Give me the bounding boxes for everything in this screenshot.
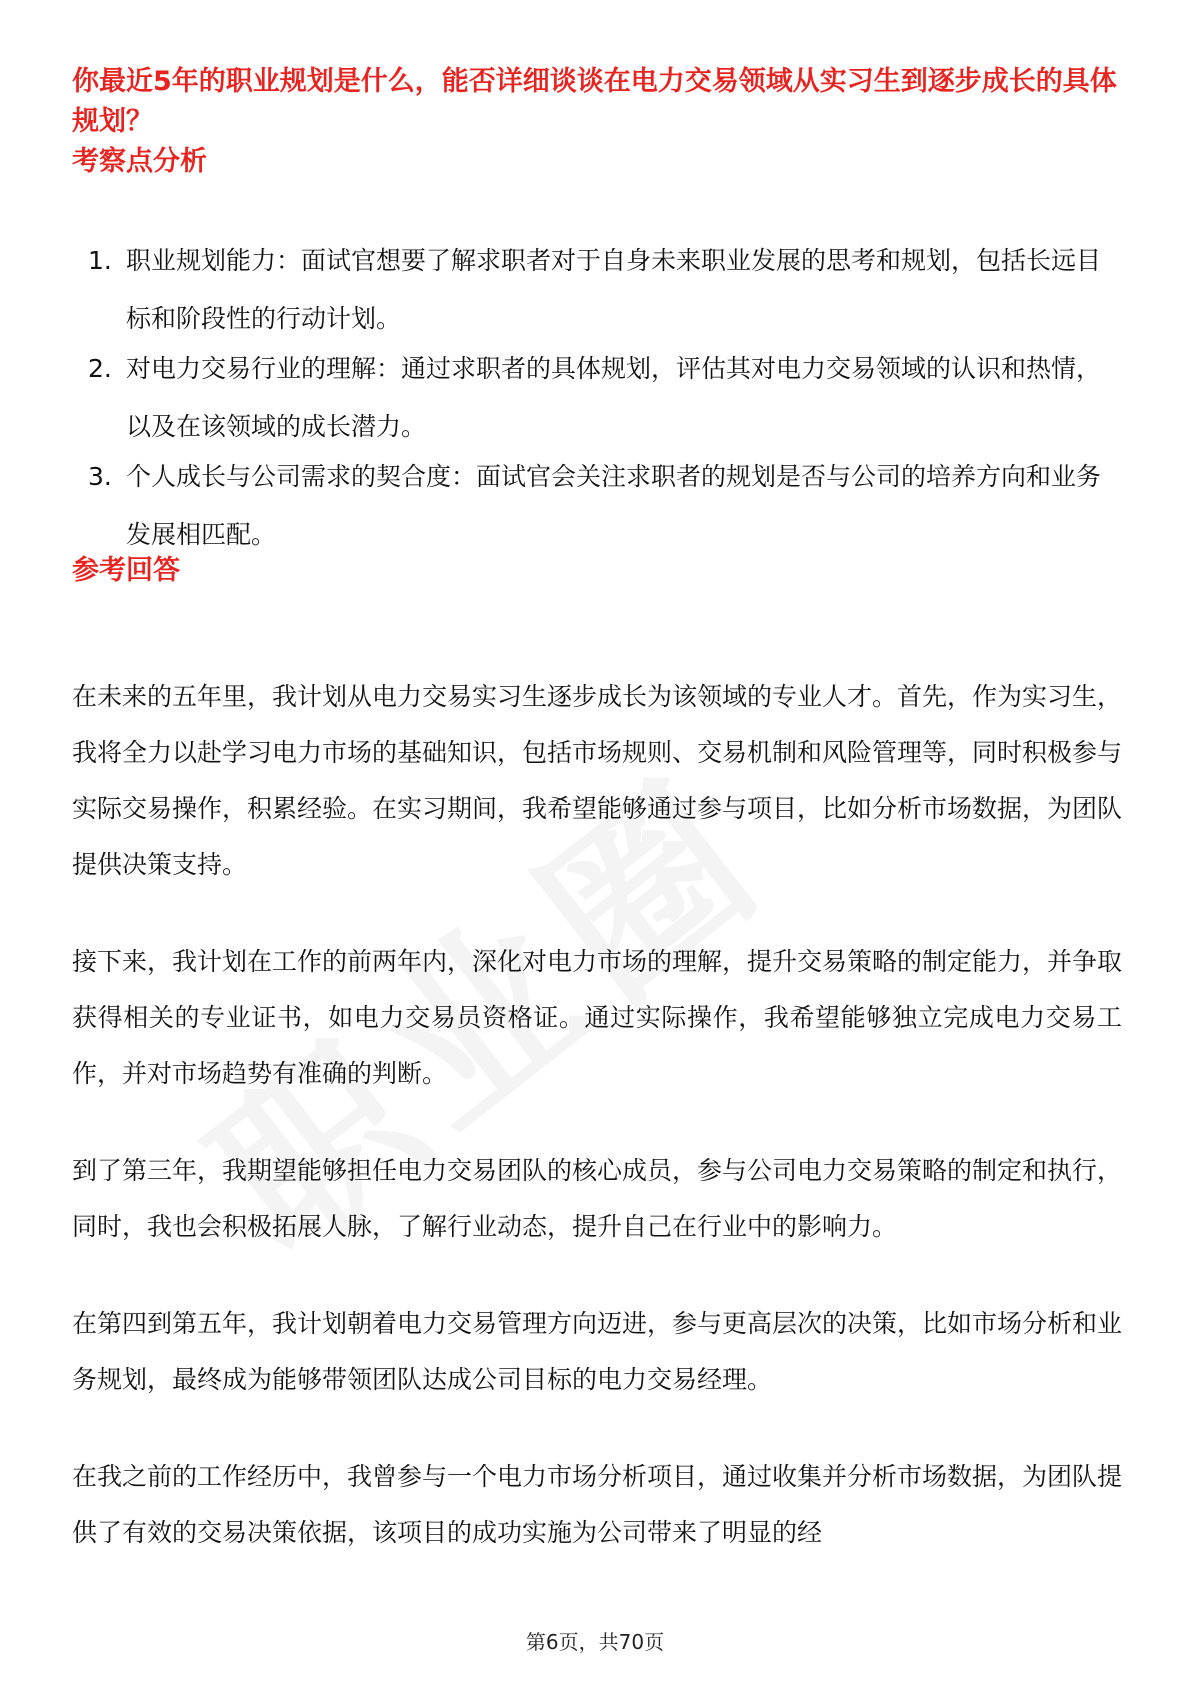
answer-title: 参考回答 <box>72 555 180 586</box>
answer-paragraph: 在未来的五年里，我计划从电力交易实习生逐步成长为该领域的专业人才。首先，作为实习生，我将全力以赴学习电力市场的基础知识，包括市场规则、交易机制和风险管理等，同时积极参与实际交易操作，积累经验。在实习期间，我希望能够通过参与项目，比如分析市场数据，为团队提供决策支持。 <box>72 682 1123 879</box>
point-number: 1. <box>88 246 112 275</box>
answer-paragraph: 在我之前的工作经历中，我曾参与一个电力市场分析项目，通过收集并分析市场数据，为团队提供了有效的交易决策依据，该项目的成功实施为公司带来了明显的经 <box>72 1462 1123 1547</box>
analysis-point <box>72 340 1122 456</box>
analysis-point <box>72 448 1122 564</box>
point-number: 2. <box>88 354 112 383</box>
point-text: 职业规划能力：面试官想要了解求职者对于自身未来职业发展的思考和规划，包括长远目标和阶段性的行动计划。 <box>126 246 1102 333</box>
answer-paragraph: 到了第三年，我期望能够担任电力交易团队的核心成员，参与公司电力交易策略的制定和执行，同时，我也会积极拓展人脉，了解行业动态，提升自己在行业中的影响力。 <box>72 1156 1123 1241</box>
analysis-list <box>72 232 1122 564</box>
analysis-title: 考察点分析 <box>72 146 207 177</box>
page-number: 第6页，共70页 <box>525 1630 665 1654</box>
answer-paragraph: 在第四到第五年，我计划朝着电力交易管理方向迈进，参与更高层次的决策，比如市场分析和业务规划，最终成为能够带领团队达成公司目标的电力交易经理。 <box>72 1309 1123 1394</box>
analysis-point <box>72 232 1122 348</box>
point-text: 对电力交易行业的理解：通过求职者的具体规划，评估其对电力交易领域的认识和热情，以及在该领域的成长潜力。 <box>126 354 1102 441</box>
point-number: 3. <box>88 462 112 491</box>
point-text: 个人成长与公司需求的契合度：面试官会关注求职者的规划是否与公司的培养方向和业务发展相匹配。 <box>126 462 1102 549</box>
answer-paragraph: 接下来，我计划在工作的前两年内，深化对电力市场的理解，提升交易策略的制定能力，并争取获得相关的专业证书，如电力交易员资格证。通过实际操作，我希望能够独立完成电力交易工作，并对市场趋势有准确的判断。 <box>72 947 1123 1088</box>
question-heading: 你最近5年的职业规划是什么，能否详细谈谈在电力交易领域从实习生到逐步成长的具体规划？ <box>72 66 1117 137</box>
answer-body <box>72 669 1122 1602</box>
